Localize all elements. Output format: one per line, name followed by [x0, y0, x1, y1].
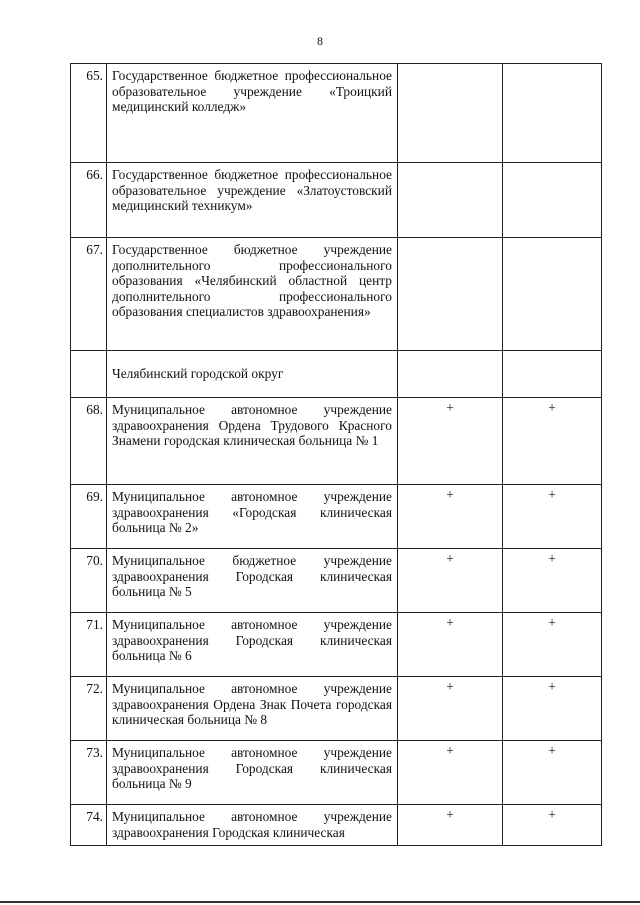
row-number: 73.	[71, 741, 107, 805]
section-title: Челябинский городской округ	[107, 351, 398, 398]
row-number: 66.	[71, 163, 107, 238]
mark-cell	[503, 238, 602, 351]
mark-cell	[398, 238, 503, 351]
mark-cell	[398, 163, 503, 238]
institution-name: Муниципальное автономное учреждение здравоохранения Ордена Знак Почета городская клиническая больница № 8	[107, 677, 398, 741]
institutions-table	[70, 63, 602, 846]
mark-cell: +	[503, 613, 602, 677]
institution-name: Государственное бюджетное профессиональное образовательное учреждение «Троицкий медицинский колледж»	[107, 64, 398, 163]
row-number	[71, 351, 107, 398]
mark-cell: +	[398, 805, 503, 846]
mark-cell: +	[398, 398, 503, 485]
row-number: 71.	[71, 613, 107, 677]
institution-name: Муниципальное автономное учреждение здравоохранения Городская клиническая	[107, 805, 398, 846]
row-number: 74.	[71, 805, 107, 846]
row-number: 70.	[71, 549, 107, 613]
mark-cell: +	[503, 805, 602, 846]
page-number: 8	[317, 34, 323, 48]
institution-name: Муниципальное автономное учреждение здравоохранения Ордена Трудового Красного Знамени городская клиническая больница № 1	[107, 398, 398, 485]
table-row	[71, 485, 602, 549]
mark-cell	[398, 351, 503, 398]
mark-cell: +	[398, 741, 503, 805]
page-bottom-edge	[0, 901, 640, 903]
table-row	[71, 549, 602, 613]
table-row	[71, 741, 602, 805]
mark-cell: +	[503, 549, 602, 613]
table-row	[71, 64, 602, 163]
institution-name: Муниципальное автономное учреждение здравоохранения Городская клиническая больница № 9	[107, 741, 398, 805]
table-row	[71, 163, 602, 238]
mark-cell	[503, 163, 602, 238]
mark-cell: +	[398, 485, 503, 549]
institution-name: Муниципальное бюджетное учреждение здравоохранения Городская клиническая больница № 5	[107, 549, 398, 613]
institution-name: Муниципальное автономное учреждение здравоохранения Городская клиническая больница № 6	[107, 613, 398, 677]
mark-cell	[398, 64, 503, 163]
row-number: 68.	[71, 398, 107, 485]
row-number: 69.	[71, 485, 107, 549]
table-row	[71, 398, 602, 485]
mark-cell	[503, 64, 602, 163]
mark-cell: +	[398, 549, 503, 613]
mark-cell: +	[503, 398, 602, 485]
institution-name: Государственное бюджетное профессиональное образовательное учреждение «Златоустовский медицинский техникум»	[107, 163, 398, 238]
row-number: 72.	[71, 677, 107, 741]
mark-cell: +	[398, 613, 503, 677]
mark-cell	[503, 351, 602, 398]
mark-cell: +	[503, 485, 602, 549]
table-row	[71, 677, 602, 741]
row-number: 67.	[71, 238, 107, 351]
mark-cell: +	[398, 677, 503, 741]
table-row	[71, 613, 602, 677]
table-row	[71, 805, 602, 846]
institution-name: Муниципальное автономное учреждение здравоохранения «Городская клиническая больница № 2»	[107, 485, 398, 549]
section-header-row	[71, 351, 602, 398]
institution-name: Государственное бюджетное учреждение дополнительного профессионального образования «Челябинский областной центр дополнительного профессионального образования специалистов здравоохранения»	[107, 238, 398, 351]
table-row	[71, 238, 602, 351]
mark-cell: +	[503, 677, 602, 741]
row-number: 65.	[71, 64, 107, 163]
mark-cell: +	[503, 741, 602, 805]
